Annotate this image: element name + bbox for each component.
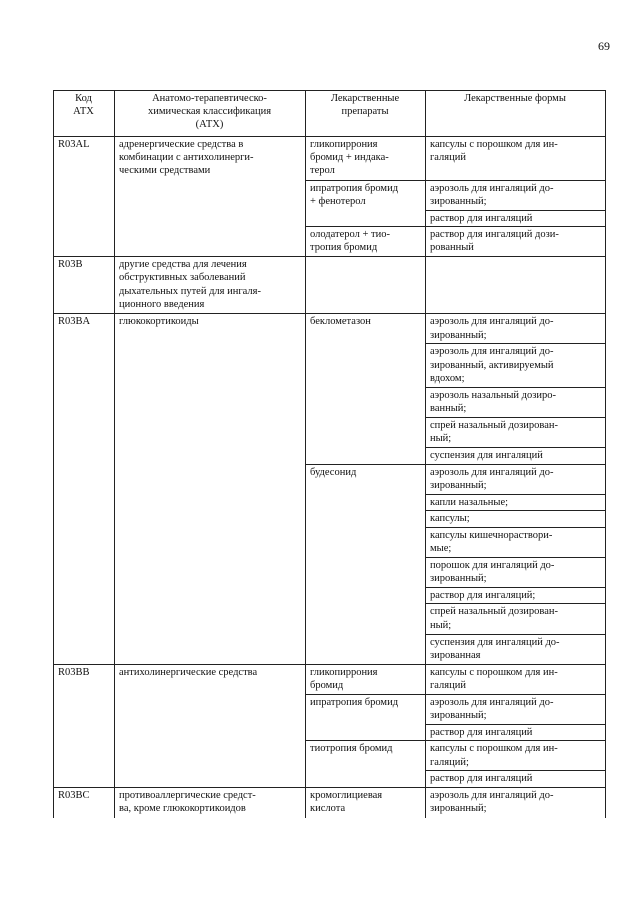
- form-rule: [425, 417, 606, 418]
- drug-name: олодатерол + тио- тропия бромид: [310, 229, 391, 254]
- dosage-form: раствор для ингаляций;: [430, 589, 536, 601]
- table-left-rule: [53, 90, 54, 818]
- header-forms: Лекарственные формы: [464, 93, 566, 104]
- drug-name: кромоглициевая кислота: [310, 789, 383, 815]
- form-rule: [425, 510, 606, 511]
- page-number: 69: [598, 39, 610, 53]
- dosage-form: капсулы;: [430, 513, 470, 525]
- table-top-rule: [53, 90, 606, 91]
- drug-name: ипратропия бромид: [310, 696, 399, 708]
- drug-name: будесонид: [310, 466, 357, 478]
- row-code: R03AL: [58, 139, 90, 150]
- form-rule: [425, 343, 606, 344]
- dosage-form: аэрозоль для ингаляций до- зированный;: [430, 789, 554, 815]
- drug-name: тиотропия бромид: [310, 743, 393, 755]
- column-rule: [305, 90, 306, 818]
- form-rule: [425, 557, 606, 558]
- drug-name: ипратропия бромид + фенотерол: [310, 182, 399, 207]
- dosage-form: спрей назальный дозирован- ный;: [430, 606, 559, 631]
- dosage-form: суспензия для ингаляций: [430, 450, 543, 462]
- dosage-form: капсулы с порошком для ин- галяций: [430, 666, 558, 691]
- column-rule: [114, 90, 115, 818]
- drug-name: гликопиррония бромид: [310, 666, 378, 691]
- row-code: R03BB: [58, 666, 90, 678]
- form-rule: [425, 603, 606, 604]
- dosage-form: раствор для ингаляций: [430, 726, 533, 738]
- form-rule: [425, 587, 606, 588]
- row-rule: [53, 256, 606, 257]
- form-rule: [425, 447, 606, 448]
- dosage-form: спрей назальный дозирован- ный;: [430, 419, 559, 445]
- row-rule: [53, 313, 606, 314]
- row-code: R03BA: [58, 316, 91, 328]
- row-rule: [53, 787, 606, 788]
- dosage-form: порошок для ингаляций до- зированный;: [430, 559, 555, 585]
- drug-name: беклометазон: [310, 316, 371, 328]
- dosage-form: аэрозоль для ингаляций до- зированный, активируемый вдохом;: [430, 346, 554, 384]
- row-classification: адренергические средства в комбинации с антихолинерги- ческими средствами: [119, 139, 254, 177]
- drug-name: гликопиррония бромид + индака- терол: [310, 139, 389, 177]
- header-drugs: Лекарственные препараты: [330, 93, 400, 118]
- dosage-form: аэрозоль назальный дозиро- ванный;: [430, 389, 556, 415]
- row-code: R03BC: [58, 789, 90, 801]
- dosage-form: раствор для ингаляций: [430, 773, 533, 785]
- dosage-form: капсулы с порошком для ин- галяций: [430, 139, 558, 164]
- dosage-form: капсулы кишечнораствори- мые;: [430, 529, 553, 554]
- row-classification: глюкокортикоиды: [119, 316, 199, 328]
- dosage-form: аэрозоль для ингаляций до- зированный;: [430, 466, 554, 491]
- row-classification: антихолинергические средства: [119, 666, 258, 678]
- dosage-form: аэрозоль для ингаляций до- зированный;: [430, 182, 554, 207]
- column-rule: [425, 90, 426, 818]
- form-rule: [425, 387, 606, 388]
- row-classification: противоаллергические средст- ва, кроме глюкокортикоидов: [119, 789, 256, 815]
- header-bottom-rule: [53, 136, 606, 137]
- drug-rule: [305, 226, 606, 227]
- header-classification: Анатомо-терапевтическо- химическая классификация (АТХ): [147, 93, 272, 131]
- header-code: Код АТХ: [73, 93, 94, 118]
- table-right-rule: [605, 90, 606, 818]
- dosage-form: суспензия для ингаляций до- зированная: [430, 636, 560, 661]
- dosage-form: раствор для ингаляций: [430, 212, 533, 224]
- dosage-form: аэрозоль для ингаляций до- зированный;: [430, 316, 554, 341]
- dosage-form: капсулы с порошком для ин- галяций;: [430, 743, 558, 768]
- dosage-form: капли назальные;: [430, 496, 509, 508]
- dosage-form: аэрозоль для ингаляций до- зированный;: [430, 696, 554, 721]
- drug-table: [53, 90, 605, 817]
- row-code: R03B: [58, 259, 83, 271]
- dosage-form: раствор для ингаляций дози- рованный: [430, 229, 559, 254]
- drug-rule: [305, 740, 606, 741]
- row-classification: другие средства для лечения обструктивных заболеваний дыхательных путей для ингаля- ционного введения: [119, 259, 261, 310]
- form-rule: [425, 770, 606, 771]
